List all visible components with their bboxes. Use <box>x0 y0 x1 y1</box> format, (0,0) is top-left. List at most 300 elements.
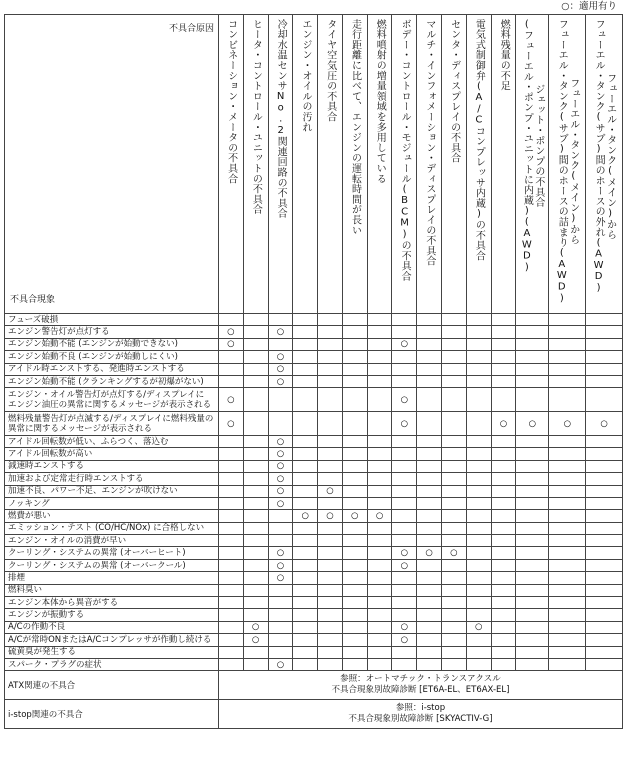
empty-cell <box>417 584 442 596</box>
empty-cell <box>491 363 516 375</box>
empty-cell <box>268 646 293 658</box>
empty-cell <box>243 338 268 350</box>
table-row <box>5 522 623 534</box>
empty-cell <box>243 485 268 497</box>
empty-cell <box>586 314 623 326</box>
empty-cell <box>441 412 466 436</box>
empty-cell <box>342 559 367 571</box>
empty-cell <box>516 497 549 509</box>
applicable-mark: ○ <box>392 547 417 559</box>
empty-cell <box>491 646 516 658</box>
empty-cell <box>367 597 392 609</box>
empty-cell <box>516 609 549 621</box>
empty-cell <box>491 375 516 387</box>
empty-cell <box>417 314 442 326</box>
empty-cell <box>491 634 516 646</box>
empty-cell <box>549 448 586 460</box>
empty-cell <box>243 646 268 658</box>
empty-cell <box>268 412 293 436</box>
empty-cell <box>392 510 417 522</box>
empty-cell <box>549 559 586 571</box>
table-row <box>5 559 623 571</box>
empty-cell <box>516 522 549 534</box>
empty-cell <box>318 435 343 447</box>
empty-cell <box>516 314 549 326</box>
empty-cell <box>293 473 318 485</box>
cause-column-header <box>466 15 491 314</box>
empty-cell <box>218 435 243 447</box>
empty-cell <box>318 375 343 387</box>
cause-column-header <box>243 15 268 314</box>
applicable-mark: ○ <box>516 412 549 436</box>
empty-cell <box>318 326 343 338</box>
applicable-mark: ○ <box>268 351 293 363</box>
empty-cell <box>293 338 318 350</box>
empty-cell <box>549 473 586 485</box>
symptom-label: エミッション・テスト (CO/HC/NOx) に合格しない <box>5 522 219 534</box>
applicable-mark: ○ <box>268 559 293 571</box>
empty-cell <box>342 412 367 436</box>
empty-cell <box>293 435 318 447</box>
empty-cell <box>218 510 243 522</box>
empty-cell <box>218 634 243 646</box>
table-row <box>5 412 623 436</box>
empty-cell <box>218 448 243 460</box>
empty-cell <box>586 388 623 412</box>
applicable-mark: ○ <box>218 326 243 338</box>
empty-cell <box>218 497 243 509</box>
empty-cell <box>218 535 243 547</box>
symptom-label: アイドル回転数が高い <box>5 448 219 460</box>
empty-cell <box>516 375 549 387</box>
empty-cell <box>441 646 466 658</box>
empty-cell <box>318 584 343 596</box>
empty-cell <box>243 412 268 436</box>
empty-cell <box>243 326 268 338</box>
empty-cell <box>516 559 549 571</box>
empty-cell <box>293 559 318 571</box>
cause-column-label: 走行距離に比べて、エンジンの運転時間が長い <box>349 19 361 236</box>
empty-cell <box>549 338 586 350</box>
table-row <box>5 572 623 584</box>
symptom-label: A/Cの作動不良 <box>5 621 219 633</box>
empty-cell <box>466 363 491 375</box>
empty-cell <box>549 522 586 534</box>
symptom-label: エンジン・オイルの消費が早い <box>5 535 219 547</box>
empty-cell <box>417 363 442 375</box>
empty-cell <box>367 658 392 670</box>
empty-cell <box>293 597 318 609</box>
cause-column-label: エンジン・オイルの汚れ <box>299 19 311 133</box>
table-row <box>5 497 623 509</box>
applicable-mark: ○ <box>549 412 586 436</box>
symptom-label: エンジンが振動する <box>5 609 219 621</box>
cause-column-label: フューエル・タンク(メイン)から フューエル・タンク(サブ)間のホースの外れ(AWD) <box>593 19 616 294</box>
empty-cell <box>392 646 417 658</box>
empty-cell <box>243 559 268 571</box>
cause-column-label: 冷却水温センサNo.2関連回路の不具合 <box>275 19 287 219</box>
empty-cell <box>243 473 268 485</box>
applicable-mark: ○ <box>392 621 417 633</box>
empty-cell <box>318 646 343 658</box>
empty-cell <box>466 497 491 509</box>
empty-cell <box>318 497 343 509</box>
applicable-mark: ○ <box>441 547 466 559</box>
empty-cell <box>342 547 367 559</box>
empty-cell <box>586 658 623 670</box>
empty-cell <box>516 621 549 633</box>
cause-column-header <box>549 15 586 314</box>
empty-cell <box>549 326 586 338</box>
empty-cell <box>586 338 623 350</box>
applicable-mark: ○ <box>318 485 343 497</box>
table-row <box>5 388 623 412</box>
empty-cell <box>318 547 343 559</box>
empty-cell <box>342 646 367 658</box>
cause-column-header <box>516 15 549 314</box>
empty-cell <box>342 497 367 509</box>
empty-cell <box>268 584 293 596</box>
table-row <box>5 621 623 633</box>
empty-cell <box>392 375 417 387</box>
empty-cell <box>549 351 586 363</box>
reference-text: 参照：i-stop 不具合現象別故障診断 [SKYACTIV-G] <box>218 700 622 729</box>
empty-cell <box>367 522 392 534</box>
cause-column-header <box>342 15 367 314</box>
empty-cell <box>441 535 466 547</box>
applicable-mark: ○ <box>491 412 516 436</box>
empty-cell <box>516 351 549 363</box>
cause-column-header <box>491 15 516 314</box>
empty-cell <box>417 375 442 387</box>
empty-cell <box>586 460 623 472</box>
empty-cell <box>318 351 343 363</box>
symptom-label: フューズ破損 <box>5 314 219 326</box>
empty-cell <box>268 510 293 522</box>
symptom-label: エンジン本体から異音がする <box>5 597 219 609</box>
empty-cell <box>367 375 392 387</box>
cause-column-header <box>268 15 293 314</box>
empty-cell <box>318 522 343 534</box>
empty-cell <box>466 460 491 472</box>
empty-cell <box>549 646 586 658</box>
empty-cell <box>491 584 516 596</box>
empty-cell <box>417 460 442 472</box>
empty-cell <box>367 609 392 621</box>
empty-cell <box>367 388 392 412</box>
cause-column-header <box>441 15 466 314</box>
table-row <box>5 314 623 326</box>
empty-cell <box>268 535 293 547</box>
empty-cell <box>549 658 586 670</box>
table-row <box>5 547 623 559</box>
symptom-label: 燃費が悪い <box>5 510 219 522</box>
empty-cell <box>417 559 442 571</box>
empty-cell <box>392 609 417 621</box>
empty-cell <box>293 326 318 338</box>
cause-column-label: マルチ・インフォメーション・ディスプレイの不具合 <box>423 19 435 267</box>
empty-cell <box>417 658 442 670</box>
applicable-mark: ○ <box>268 460 293 472</box>
empty-cell <box>549 547 586 559</box>
empty-cell <box>516 658 549 670</box>
empty-cell <box>243 535 268 547</box>
empty-cell <box>318 338 343 350</box>
empty-cell <box>466 448 491 460</box>
empty-cell <box>417 448 442 460</box>
empty-cell <box>342 460 367 472</box>
empty-cell <box>586 375 623 387</box>
empty-cell <box>367 473 392 485</box>
cause-column-label: 電気式制御弁(A/Cコンプレッサ内蔵)の不具合 <box>473 19 485 261</box>
empty-cell <box>586 510 623 522</box>
empty-cell <box>586 609 623 621</box>
empty-cell <box>218 572 243 584</box>
empty-cell <box>342 314 367 326</box>
table-row <box>5 460 623 472</box>
empty-cell <box>586 597 623 609</box>
empty-cell <box>549 597 586 609</box>
empty-cell <box>392 658 417 670</box>
empty-cell <box>318 448 343 460</box>
header-row <box>5 15 623 314</box>
empty-cell <box>293 375 318 387</box>
cause-column-header <box>586 15 623 314</box>
symptom-label: 加速および定常走行時エンストする <box>5 473 219 485</box>
table-row <box>5 351 623 363</box>
empty-cell <box>318 388 343 412</box>
empty-cell <box>293 609 318 621</box>
applicable-mark: ○ <box>268 435 293 447</box>
empty-cell <box>417 572 442 584</box>
empty-cell <box>491 497 516 509</box>
empty-cell <box>417 510 442 522</box>
empty-cell <box>218 473 243 485</box>
empty-cell <box>293 658 318 670</box>
empty-cell <box>466 412 491 436</box>
empty-cell <box>466 473 491 485</box>
applicable-mark: ○ <box>268 658 293 670</box>
empty-cell <box>441 375 466 387</box>
empty-cell <box>342 448 367 460</box>
empty-cell <box>549 314 586 326</box>
empty-cell <box>491 460 516 472</box>
empty-cell <box>342 572 367 584</box>
empty-cell <box>491 388 516 412</box>
empty-cell <box>268 388 293 412</box>
empty-cell <box>491 559 516 571</box>
empty-cell <box>549 609 586 621</box>
empty-cell <box>218 559 243 571</box>
empty-cell <box>586 572 623 584</box>
empty-cell <box>586 435 623 447</box>
empty-cell <box>218 584 243 596</box>
reference-text: 参照：オートマチック・トランスアクスル 不具合現象別故障診断 [ET6A-EL、ET6AX-EL] <box>218 671 622 700</box>
empty-cell <box>342 584 367 596</box>
empty-cell <box>417 388 442 412</box>
empty-cell <box>367 646 392 658</box>
empty-cell <box>466 535 491 547</box>
cause-column-label: ジェット・ポンプの不具合 (フューエル・ポンプ・ユニットに内蔵)(AWD) <box>521 19 544 274</box>
empty-cell <box>218 375 243 387</box>
empty-cell <box>367 351 392 363</box>
empty-cell <box>417 326 442 338</box>
empty-cell <box>441 473 466 485</box>
empty-cell <box>586 351 623 363</box>
applicable-mark: ○ <box>268 326 293 338</box>
empty-cell <box>491 448 516 460</box>
cause-column-label: ボデー・コントロール・モジュール(BCM)の不具合 <box>399 19 411 282</box>
empty-cell <box>466 572 491 584</box>
empty-cell <box>466 338 491 350</box>
empty-cell <box>441 388 466 412</box>
empty-cell <box>441 584 466 596</box>
corner-cell <box>5 15 219 314</box>
applicable-mark: ○ <box>268 547 293 559</box>
empty-cell <box>367 435 392 447</box>
symptom-label: エンジン始動不良 (エンジンが始動しにくい) <box>5 351 219 363</box>
empty-cell <box>293 646 318 658</box>
empty-cell <box>516 448 549 460</box>
empty-cell <box>491 597 516 609</box>
empty-cell <box>342 658 367 670</box>
empty-cell <box>318 658 343 670</box>
symptom-label: エンジン・オイル警告灯が点灯する/ディスプレイに エンジン油圧の異常に関するメッセージが表示される <box>5 388 219 412</box>
empty-cell <box>586 473 623 485</box>
empty-cell <box>392 497 417 509</box>
empty-cell <box>549 375 586 387</box>
empty-cell <box>293 460 318 472</box>
empty-cell <box>293 448 318 460</box>
empty-cell <box>417 621 442 633</box>
empty-cell <box>243 522 268 534</box>
empty-cell <box>218 621 243 633</box>
applicable-mark: ○ <box>243 634 268 646</box>
empty-cell <box>491 326 516 338</box>
empty-cell <box>218 363 243 375</box>
empty-cell <box>586 646 623 658</box>
empty-cell <box>342 597 367 609</box>
empty-cell <box>586 621 623 633</box>
empty-cell <box>218 351 243 363</box>
table-row <box>5 634 623 646</box>
empty-cell <box>466 584 491 596</box>
applicable-mark: ○ <box>392 338 417 350</box>
empty-cell <box>466 522 491 534</box>
empty-cell <box>549 535 586 547</box>
empty-cell <box>491 572 516 584</box>
applicable-mark: ○ <box>268 497 293 509</box>
empty-cell <box>586 448 623 460</box>
empty-cell <box>417 646 442 658</box>
applicable-mark: ○ <box>268 485 293 497</box>
empty-cell <box>549 435 586 447</box>
empty-cell <box>466 609 491 621</box>
empty-cell <box>367 485 392 497</box>
empty-cell <box>293 584 318 596</box>
empty-cell <box>268 634 293 646</box>
empty-cell <box>293 522 318 534</box>
empty-cell <box>342 621 367 633</box>
empty-cell <box>516 634 549 646</box>
empty-cell <box>318 473 343 485</box>
symptom-label: クーリング・システムの異常 (オーバークール) <box>5 559 219 571</box>
empty-cell <box>586 326 623 338</box>
empty-cell <box>441 326 466 338</box>
empty-cell <box>392 485 417 497</box>
empty-cell <box>491 351 516 363</box>
empty-cell <box>441 597 466 609</box>
empty-cell <box>293 621 318 633</box>
empty-cell <box>367 572 392 584</box>
empty-cell <box>417 634 442 646</box>
table-row <box>5 485 623 497</box>
empty-cell <box>293 351 318 363</box>
empty-cell <box>586 547 623 559</box>
table-row <box>5 646 623 658</box>
empty-cell <box>342 485 367 497</box>
empty-cell <box>549 363 586 375</box>
cause-column-label: コンビネーション・メータの不具合 <box>225 19 237 184</box>
empty-cell <box>586 584 623 596</box>
reference-row <box>5 700 623 729</box>
table-row <box>5 338 623 350</box>
empty-cell <box>318 412 343 436</box>
empty-cell <box>342 338 367 350</box>
symptom-label: ノッキング <box>5 497 219 509</box>
reference-row <box>5 671 623 700</box>
empty-cell <box>491 435 516 447</box>
empty-cell <box>392 435 417 447</box>
applicable-mark: ○ <box>392 634 417 646</box>
empty-cell <box>441 559 466 571</box>
symptom-label: 燃料臭い <box>5 584 219 596</box>
empty-cell <box>218 485 243 497</box>
empty-cell <box>516 547 549 559</box>
empty-cell <box>243 363 268 375</box>
empty-cell <box>549 460 586 472</box>
empty-cell <box>466 658 491 670</box>
empty-cell <box>516 597 549 609</box>
applicable-mark: ○ <box>586 412 623 436</box>
empty-cell <box>549 584 586 596</box>
empty-cell <box>549 634 586 646</box>
table-row <box>5 326 623 338</box>
empty-cell <box>441 448 466 460</box>
empty-cell <box>466 351 491 363</box>
empty-cell <box>392 522 417 534</box>
empty-cell <box>218 658 243 670</box>
empty-cell <box>441 497 466 509</box>
table-row <box>5 448 623 460</box>
empty-cell <box>367 634 392 646</box>
symptom-heading: 不具合現象 <box>10 295 56 305</box>
empty-cell <box>491 609 516 621</box>
empty-cell <box>516 435 549 447</box>
empty-cell <box>293 363 318 375</box>
empty-cell <box>466 314 491 326</box>
symptom-label: i-stop関連の不具合 <box>5 700 219 729</box>
empty-cell <box>491 473 516 485</box>
empty-cell <box>586 559 623 571</box>
empty-cell <box>516 485 549 497</box>
empty-cell <box>549 621 586 633</box>
empty-cell <box>441 435 466 447</box>
empty-cell <box>466 646 491 658</box>
empty-cell <box>491 547 516 559</box>
empty-cell <box>549 485 586 497</box>
empty-cell <box>342 388 367 412</box>
